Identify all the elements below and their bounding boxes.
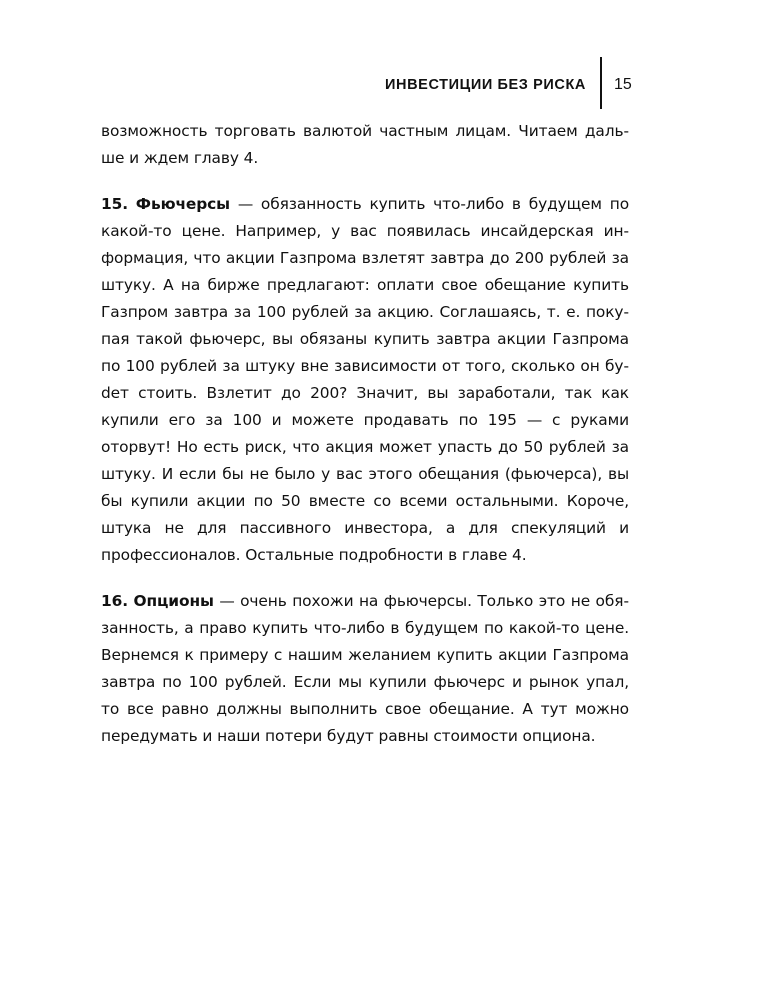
definition-futures: — обязанность купить что-либо в будущем по какой-то цене. Например, у вас появилась инсайдерская информация, что акции Газпрома взлетят завтра до 200 рублей за штуку. А на бирже предлагают: оплати свое обещание купить Газпром завтра за 100 рублей за акцию. Соглашаясь, т. е. покупая такой фьючерс, вы обязаны купить завтра акции Газпрома по 100 рублей за штуку вне зависимости от того, сколько он буdет стоить. Взлетит до 200? Значит, вы заработали, так как купили его за 100 и можете продавать по 195 — с руками оторвут! Но есть риск, что акция может упасть до 50 рублей за штуку. И если бы не было у вас этого обещания (фьючерса), вы бы купили акции по 50 вместе со всеми остальными. Короче, штука не для пассивного инвестора, а для спекуляций и профессионалов. Остальные подробности в главе 4. bbox=[101, 195, 630, 564]
paragraph-continuation: возможность торговать валютой частным лицам. Читаем дальше и ждем главу 4. bbox=[101, 122, 629, 167]
term-futures: Фьючерсы bbox=[135, 195, 231, 213]
main-text bbox=[101, 118, 629, 750]
list-item-futures bbox=[101, 191, 629, 569]
definition-options: — очень похожи на фьючерсы. Только это не обязанность, а право купить что-либо в будущем по какой-то цене. Вернемся к примеру с нашим желанием купить акции Газпрома завтра по 100 рублей. Если мы купили фьючерс и рынок упал, то все равно должны выполнить свое обещание. А тут можно передумать и наши потери будут равны стоимости опциона. bbox=[101, 592, 629, 745]
page-number: 15 bbox=[614, 76, 632, 93]
running-head bbox=[0, 73, 759, 103]
list-item-options bbox=[101, 588, 629, 750]
running-title: ИНВЕСТИЦИИ БЕЗ РИСКА bbox=[385, 77, 586, 93]
header-divider bbox=[600, 57, 602, 109]
term-options: Опционы bbox=[133, 592, 214, 610]
item-number: 16. bbox=[101, 592, 128, 610]
item-number: 15. bbox=[101, 195, 128, 213]
